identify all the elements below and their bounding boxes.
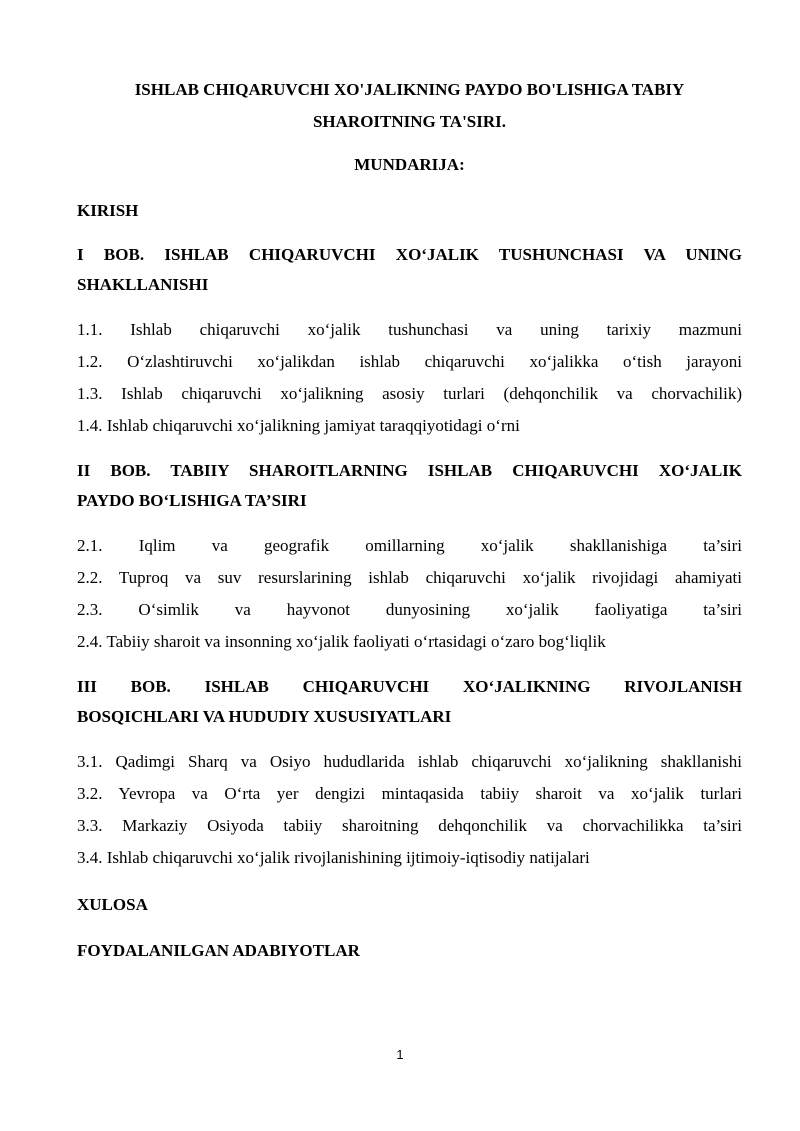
contents-label: MUNDARIJA: [354, 155, 465, 174]
toc-item-1-3: 1.3. Ishlab chiqaruvchi xo‘jalikning asosiy turlari (dehqonchilik va chorvachilik) [77, 384, 742, 403]
chapter-2-heading-line-1: II BOB. TABIIY SHAROITLARNING ISHLAB CHIQARUVCHI XO‘JALIK [77, 461, 742, 480]
toc-item-3-2: 3.2. Yevropa va O‘rta yer dengizi mintaqasida tabiiy sharoit va xo‘jalik turlari [77, 784, 742, 803]
chapter-3-items [77, 746, 742, 874]
document-title [77, 74, 742, 138]
chapter-3-heading-line-1: III BOB. ISHLAB CHIQARUVCHI XO‘JALIKNING RIVOJLANISH [77, 677, 742, 696]
chapter-2-heading [77, 456, 742, 516]
toc-item-2-2: 2.2. Tuproq va suv resurslarining ishlab chiqaruvchi xo‘jalik rivojidagi ahamiyati [77, 568, 742, 587]
document-page [77, 74, 742, 966]
chapter-2 [77, 456, 742, 658]
chapter-1-heading [77, 240, 742, 300]
conclusion-heading: XULOSA [77, 895, 148, 914]
chapter-3 [77, 672, 742, 874]
toc-item-2-1: 2.1. Iqlim va geografik omillarning xo‘jalik shakllanishiga ta’siri [77, 536, 742, 555]
intro-heading: KIRISH [77, 201, 139, 220]
chapter-2-heading-line-2: PAYDO BO‘LISHIGA TA’SIRI [77, 491, 307, 510]
page-number: 1 [396, 1047, 404, 1062]
references-heading: FOYDALANILGAN ADABIYOTLAR [77, 941, 360, 960]
toc-item-1-2: 1.2. O‘zlashtiruvchi xo‘jalikdan ishlab chiqaruvchi xo‘jalikka o‘tish jarayoni [77, 352, 742, 371]
chapter-1 [77, 240, 742, 442]
toc-item-3-3: 3.3. Markaziy Osiyoda tabiiy sharoitning dehqonchilik va chorvachilikka ta’siri [77, 816, 742, 835]
chapter-1-heading-line-2: SHAKLLANISHI [77, 275, 209, 294]
chapter-3-heading [77, 672, 742, 732]
toc-item-3-4: 3.4. Ishlab chiqaruvchi xo‘jalik rivojlanishining ijtimoiy-iqtisodiy natijalari [77, 848, 590, 867]
toc-item-1-1: 1.1. Ishlab chiqaruvchi xo‘jalik tushunchasi va uning tarixiy mazmuni [77, 320, 742, 339]
chapter-1-items [77, 314, 742, 442]
title-line-2: SHAROITNING TA'SIRI. [312, 112, 507, 131]
title-line-1: ISHLAB CHIQARUVCHI XO'JALIKNING PAYDO BO'LISHIGA TABIY [134, 80, 685, 99]
chapter-3-heading-line-2: BOSQICHLARI VA HUDUDIY XUSUSIYATLARI [77, 707, 452, 726]
chapter-1-heading-line-1: I BOB. ISHLAB CHIQARUVCHI XO‘JALIK TUSHUNCHASI VA UNING [77, 245, 742, 264]
toc-item-2-3: 2.3. O‘simlik va hayvonot dunyosining xo‘jalik faoliyatiga ta’siri [77, 600, 742, 619]
toc-item-1-4: 1.4. Ishlab chiqaruvchi xo‘jalikning jamiyat taraqqiyotidagi o‘rni [77, 416, 520, 435]
toc-item-3-1: 3.1. Qadimgi Sharq va Osiyo hududlarida ishlab chiqaruvchi xo‘jalikning shakllanishi [77, 752, 742, 771]
chapter-2-items [77, 530, 742, 658]
toc-item-2-4: 2.4. Tabiiy sharoit va insonning xo‘jalik faoliyati o‘rtasidagi o‘zaro bog‘liqlik [77, 632, 606, 651]
